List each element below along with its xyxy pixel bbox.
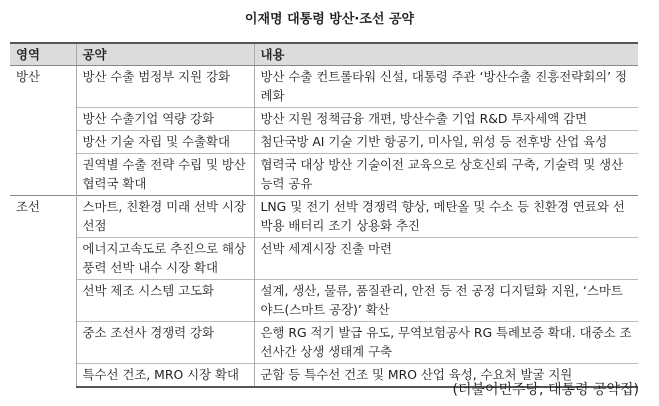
content-cell: 협력국 대상 방산 기술이전 교육으로 상호신뢰 구축, 기술력 및 생산능력 공유 <box>254 154 638 196</box>
content-cell: LNG 및 전기 선박 경쟁력 향상, 메탄올 및 수소 등 친환경 연료와 선박용 배터리 조기 상용화 추진 <box>254 196 638 238</box>
content-cell: 첨단국방 AI 기술 기반 항공기, 미사일, 위성 등 전후방 산업 육성 <box>254 131 638 154</box>
area-cell: 조선 <box>10 196 76 388</box>
header-content: 내용 <box>254 43 638 66</box>
table-row <box>10 66 638 108</box>
content-cell: 설계, 생산, 물류, 품질관리, 안전 등 전 공정 디지털화 지원, ‘스마트 야드(스마트 공장)’ 확산 <box>254 280 638 322</box>
pledge-cell: 특수선 건조, MRO 시장 확대 <box>76 364 254 388</box>
table-row <box>10 280 638 322</box>
area-cell: 방산 <box>10 66 76 196</box>
table-row <box>10 238 638 280</box>
source-caption: (더불어민주당, 대통령 공약집) <box>452 382 639 398</box>
pledge-cell: 권역별 수출 전략 수립 및 방산협력국 확대 <box>76 154 254 196</box>
pledge-cell: 방산 수출 범정부 지원 강화 <box>76 66 254 108</box>
content-cell: 은행 RG 적기 발급 유도, 무역보험공사 RG 특례보증 확대. 대중소 조선사간 상생 생태계 구축 <box>254 322 638 364</box>
pledge-cell: 방산 수출기업 역량 강화 <box>76 108 254 131</box>
table-row <box>10 154 638 196</box>
pledge-cell: 스마트, 친환경 미래 선박 시장 선점 <box>76 196 254 238</box>
table-header-row <box>10 43 638 66</box>
content-cell: 방산 지원 정책금융 개편, 방산수출 기업 R&D 투자세액 감면 <box>254 108 638 131</box>
table-row <box>10 196 638 238</box>
pledge-cell: 선박 제조 시스템 고도화 <box>76 280 254 322</box>
content-cell: 선박 세계시장 진출 마련 <box>254 238 638 280</box>
document-title: 이재명 대통령 방산·조선 공약 <box>244 12 415 27</box>
header-pledge: 공약 <box>76 43 254 66</box>
header-area: 영역 <box>10 43 76 66</box>
pledge-table <box>10 42 638 388</box>
content-cell: 군함 등 특수선 건조 및 MRO 산업 육성, 수요처 발굴 지원 <box>254 364 638 388</box>
pledge-cell: 에너지고속도로 추진으로 해상풍력 선박 내수 시장 확대 <box>76 238 254 280</box>
pledge-cell: 중소 조선사 경쟁력 강화 <box>76 322 254 364</box>
table-row <box>10 108 638 131</box>
table-row <box>10 131 638 154</box>
table-row <box>10 322 638 364</box>
pledge-cell: 방산 기술 자립 및 수출확대 <box>76 131 254 154</box>
content-cell: 방산 수출 컨트롤타워 신설, 대통령 주관 ‘방산수출 진흥전략회의’ 정례화 <box>254 66 638 108</box>
